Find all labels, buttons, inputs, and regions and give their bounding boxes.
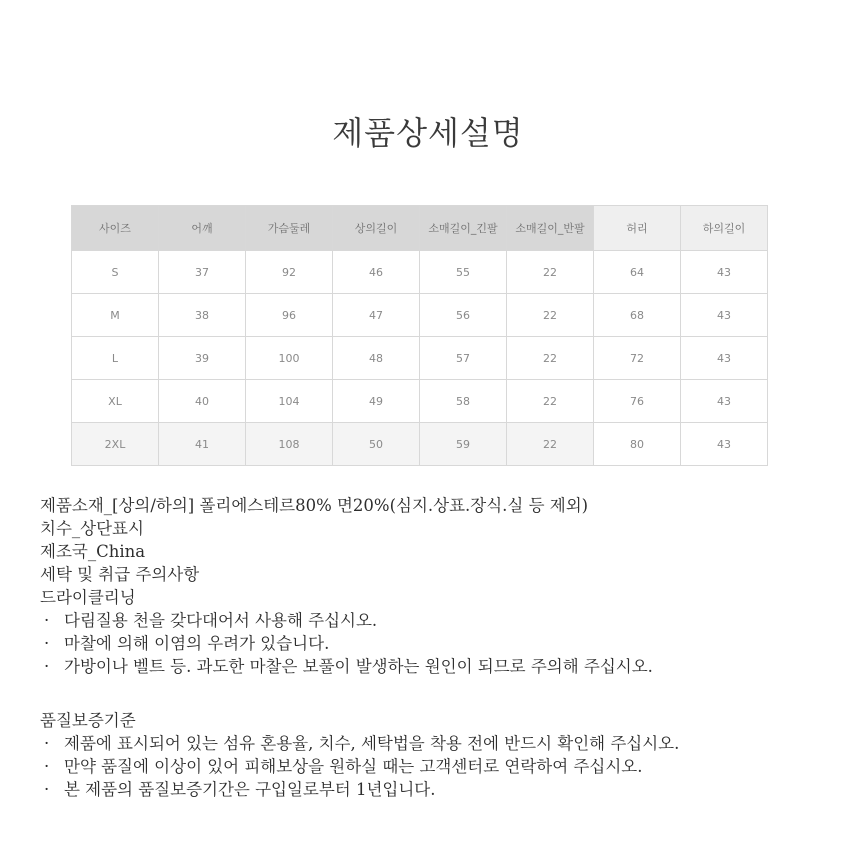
care-item bbox=[40, 632, 856, 655]
table-cell: 41 bbox=[159, 423, 246, 466]
quality-item-text: 본 제품의 품질보증기간은 구입일로부터 1년입니다. bbox=[64, 780, 436, 799]
table-cell: 47 bbox=[333, 294, 420, 337]
care-item-text: 다림질용 천을 갖다대어서 사용해 주십시오. bbox=[64, 611, 378, 630]
quality-item bbox=[40, 732, 856, 755]
table-row bbox=[72, 380, 768, 423]
table-row bbox=[72, 294, 768, 337]
table-cell: 46 bbox=[333, 251, 420, 294]
header-sleeve-short: 소매길이_반팔 bbox=[507, 206, 594, 251]
table-cell: 58 bbox=[420, 380, 507, 423]
origin-text: 제조국_China bbox=[40, 542, 146, 561]
care-item-text: 마찰에 의해 이염의 우려가 있습니다. bbox=[64, 634, 330, 653]
size-table bbox=[71, 205, 768, 466]
bullet-mark: · bbox=[44, 757, 50, 776]
header-chest: 가슴둘레 bbox=[246, 206, 333, 251]
table-cell: 59 bbox=[420, 423, 507, 466]
table-cell: 22 bbox=[507, 423, 594, 466]
page-title: 제품상세설명 bbox=[332, 114, 524, 152]
header-size: 사이즈 bbox=[72, 206, 159, 251]
table-cell: 108 bbox=[246, 423, 333, 466]
table-cell: 76 bbox=[594, 380, 681, 423]
table-cell: 22 bbox=[507, 337, 594, 380]
care-item-text: 가방이나 벨트 등. 과도한 마찰은 보풀이 발생하는 원인이 되므로 주의해 주십시오. bbox=[64, 657, 653, 676]
quality-item-text: 만약 품질에 이상이 있어 피해보상을 원하실 때는 고객센터로 연락하여 주십시오. bbox=[64, 757, 643, 776]
table-cell: 37 bbox=[159, 251, 246, 294]
table-cell: XL bbox=[72, 380, 159, 423]
table-cell: 39 bbox=[159, 337, 246, 380]
table-cell: M bbox=[72, 294, 159, 337]
header-shoulder: 어깨 bbox=[159, 206, 246, 251]
bullet-mark: · bbox=[44, 657, 50, 676]
material-text: 제품소재_[상의/하의] 폴리에스테르80% 면20%(심지.상표.장식.실 등 제외) bbox=[40, 496, 589, 515]
table-cell: 104 bbox=[246, 380, 333, 423]
table-cell: 64 bbox=[594, 251, 681, 294]
table-row bbox=[72, 251, 768, 294]
quality-item bbox=[40, 755, 856, 778]
table-row bbox=[72, 337, 768, 380]
table-cell: S bbox=[72, 251, 159, 294]
size-note-text: 치수_상단표시 bbox=[40, 519, 144, 538]
table-cell: 50 bbox=[333, 423, 420, 466]
table-cell: 43 bbox=[681, 251, 768, 294]
care-title: 세탁 및 취급 주의사항 bbox=[40, 565, 200, 584]
table-cell: 100 bbox=[246, 337, 333, 380]
header-bottom-length: 하의길이 bbox=[681, 206, 768, 251]
table-cell: 80 bbox=[594, 423, 681, 466]
table-cell: 22 bbox=[507, 294, 594, 337]
header-top-length: 상의길이 bbox=[333, 206, 420, 251]
care-item bbox=[40, 655, 856, 678]
table-cell: 96 bbox=[246, 294, 333, 337]
table-cell: 49 bbox=[333, 380, 420, 423]
table-cell: 43 bbox=[681, 423, 768, 466]
table-row bbox=[72, 423, 768, 466]
product-info bbox=[40, 494, 856, 801]
table-cell: 43 bbox=[681, 337, 768, 380]
quality-item-text: 제품에 표시되어 있는 섬유 혼용율, 치수, 세탁법을 착용 전에 반드시 확인해 주십시오. bbox=[64, 734, 680, 753]
size-table-header-row bbox=[72, 206, 768, 251]
bullet-mark: · bbox=[44, 780, 50, 799]
header-sleeve-long: 소매길이_긴팔 bbox=[420, 206, 507, 251]
care-item bbox=[40, 609, 856, 632]
header-waist: 허리 bbox=[594, 206, 681, 251]
table-cell: 92 bbox=[246, 251, 333, 294]
bullet-mark: · bbox=[44, 634, 50, 653]
quality-item bbox=[40, 778, 856, 801]
table-cell: 48 bbox=[333, 337, 420, 380]
table-cell: 57 bbox=[420, 337, 507, 380]
table-cell: 55 bbox=[420, 251, 507, 294]
table-cell: 72 bbox=[594, 337, 681, 380]
dry-clean-text: 드라이클리닝 bbox=[40, 588, 136, 607]
bullet-mark: · bbox=[44, 734, 50, 753]
quality-title: 품질보증기준 bbox=[40, 711, 136, 730]
table-cell: 2XL bbox=[72, 423, 159, 466]
table-cell: 22 bbox=[507, 380, 594, 423]
table-cell: 68 bbox=[594, 294, 681, 337]
table-cell: 43 bbox=[681, 380, 768, 423]
table-cell: 38 bbox=[159, 294, 246, 337]
spacer bbox=[40, 678, 856, 709]
table-cell: 43 bbox=[681, 294, 768, 337]
bullet-mark: · bbox=[44, 611, 50, 630]
table-cell: 40 bbox=[159, 380, 246, 423]
table-cell: 22 bbox=[507, 251, 594, 294]
table-cell: L bbox=[72, 337, 159, 380]
table-cell: 56 bbox=[420, 294, 507, 337]
